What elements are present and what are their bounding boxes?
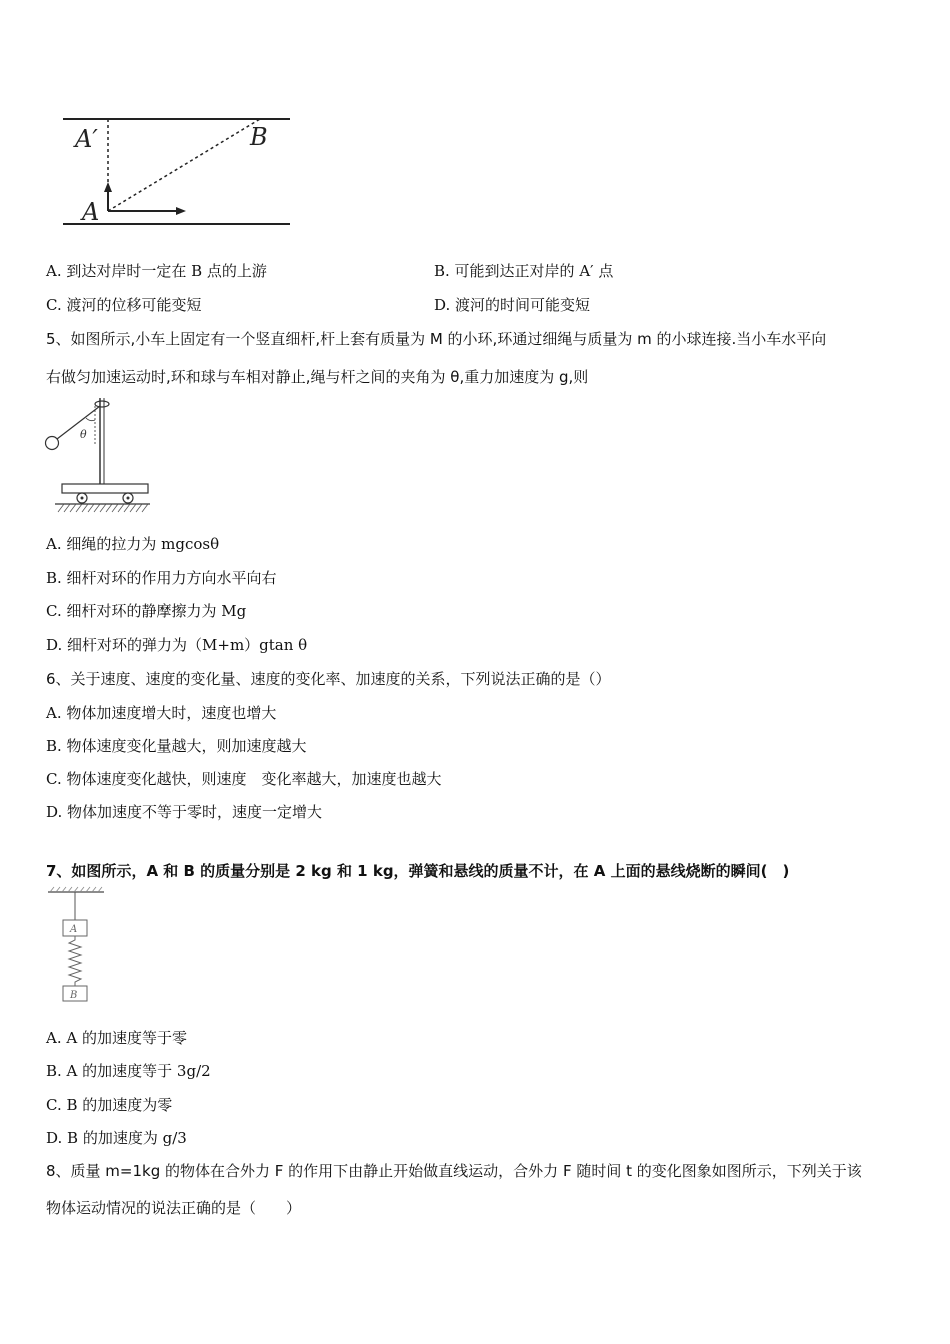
arrowhead-right-icon [176,207,186,215]
q5-stem-line2: 右做匀加速运动时,环和球与车相对静止,绳与杆之间的夹角为 θ,重力加速度为 g,则 [46,368,589,386]
q5-stem-line1: 5、如图所示,小车上固定有一个竖直细杆,杆上套有质量为 M 的小环,环通过细绳与质量为 m 的小球连接.当小车水平向 [46,330,827,348]
q6-option-b: B. 物体速度变化量越大，则加速度越大 [46,737,307,755]
cart-body [62,484,148,493]
spring-blocks-figure [44,886,108,1006]
q6-option-d: D. 物体加速度不等于零时，速度一定增大 [46,803,323,821]
q5-option-b: B. 细杆对环的作用力方向水平向右 [46,569,277,587]
block-b-label: B [70,990,78,1001]
q8-stem-line2: 物体运动情况的说法正确的是（ ） [46,1199,302,1217]
ground-hatching [58,504,148,512]
right-wheel-hub [127,497,130,500]
river-crossing-figure [55,108,295,233]
q6-stem: 6、关于速度、速度的变化量、速度的变化率、加速度的关系，下列说法正确的是（） [46,670,611,688]
label-a: A [82,198,100,226]
block-a-label: A [70,924,78,935]
q4-option-b: B. 可能到达正对岸的 A′ 点 [434,262,614,280]
dashed-diagonal-line [108,119,260,211]
theta-label: θ [80,428,87,441]
q7-option-b: B. A 的加速度等于 3g/2 [46,1062,211,1080]
q4-option-c: C. 渡河的位移可能变短 [46,296,202,314]
q6-option-a: A. 物体加速度增大时，速度也增大 [46,704,277,722]
ring [95,401,109,407]
q4-option-d: D. 渡河的时间可能变短 [434,296,591,314]
q7-option-a: A. A 的加速度等于零 [46,1029,187,1047]
q5-option-c: C. 细杆对环的静摩擦力为 Mg [46,602,247,620]
arrowhead-up-icon [104,182,112,192]
q4-option-a: A. 到达对岸时一定在 B 点的上游 [46,262,267,280]
q7-option-c: C. B 的加速度为零 [46,1096,173,1114]
q7-stem: 7、如图所示，A 和 B 的质量分别是 2 kg 和 1 kg，弹簧和悬线的质量不计，在 A 上面的悬线烧断的瞬间( ) [46,862,790,880]
left-wheel-hub [81,497,84,500]
q5-option-a: A. 细绳的拉力为 mgcosθ [46,535,220,553]
spring [69,936,81,986]
q8-stem-line1: 8、质量 m=1kg 的物体在合外力 F 的作用下由静止开始做直线运动，合外力 F 随时间 t 的变化图象如图所示，下列关于该 [46,1162,862,1180]
q6-option-c: C. 物体速度变化越快，则速度 变化率越大，加速度也越大 [46,770,442,788]
ball [46,437,59,450]
label-b: B [250,123,268,151]
q5-option-d: D. 细杆对环的弹力为（M+m）gtan θ [46,636,308,654]
q7-option-d: D. B 的加速度为 g/3 [46,1129,187,1147]
angle-arc [86,418,95,421]
label-a-prime: A′ [75,125,98,153]
cart-pendulum-figure [40,394,160,520]
string [57,406,100,439]
